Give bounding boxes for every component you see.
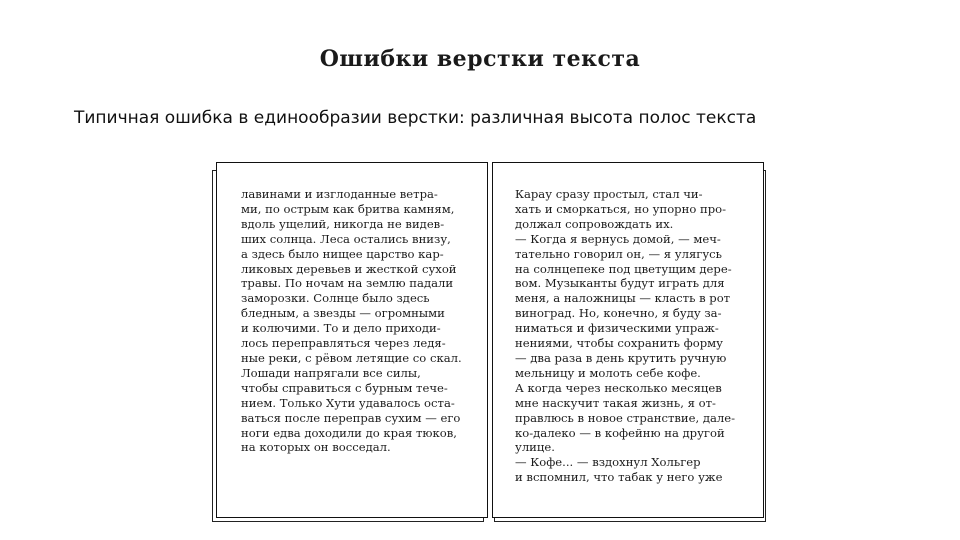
text-line: нием. Только Хути удавалось оста- [241, 395, 455, 410]
text-line: Карау сразу простыл, стал чи- [515, 187, 703, 201]
text-line: — два раза в день крутить ручную [515, 350, 727, 365]
text-line: вом. Музыканты будут играть для [515, 276, 725, 291]
left-page [216, 162, 488, 518]
text-line: — Кофе... — вздохнул Хольгер [515, 455, 701, 470]
text-line: ниматься и физическими упраж- [515, 321, 719, 336]
text-line: вдоль ущелий, никогда не видев- [241, 216, 445, 231]
text-line: мне наскучит такая жизнь, я от- [515, 395, 716, 410]
text-line: лавинами и изглоданные ветра- [241, 187, 438, 201]
text-line: Лошади напрягали все силы, [241, 365, 421, 380]
text-line: бледным, а звезды — огромными [241, 306, 445, 321]
slide-title: Ошибки верстки текста [319, 46, 641, 72]
text-line: мельницу и молоть себе кофе. [515, 365, 701, 380]
text-line: чтобы справиться с бурным тече- [241, 380, 448, 395]
text-line: и колючими. То и дело приходи- [241, 321, 441, 336]
text-line: на которых он восседал. [241, 440, 391, 455]
text-line: ми, по острым как бритва камням, [241, 201, 455, 216]
text-line: ные реки, с рёвом летящие со скал. [241, 350, 462, 365]
text-line: а здесь было нищее царство кар- [241, 246, 444, 261]
slide-subtitle: Типичная ошибка в единообразии верстки: различная высота полос текста [74, 108, 757, 128]
book-spread-illustration [212, 162, 764, 522]
text-line: правлюсь в новое странствие, дале- [515, 410, 736, 425]
text-line: лось переправляться через ледя- [241, 336, 446, 351]
text-line: нениями, чтобы сохранить форму [515, 336, 723, 351]
text-line: и вспомнил, что табак у него уже [515, 470, 723, 485]
text-line: травы. По ночам на землю падали [241, 276, 454, 291]
left-page-text [241, 187, 469, 455]
text-line: хать и сморкаться, но упорно про- [515, 201, 727, 216]
text-line: заморозки. Солнце было здесь [241, 291, 430, 306]
text-line: ваться после переправ сухим — его [241, 410, 461, 425]
text-line: меня, а наложницы — класть в рот [515, 291, 731, 306]
text-line: должал сопровождать их. [515, 216, 674, 231]
text-line: А когда через несколько месяцев [515, 380, 722, 395]
text-line: на солнцепеке под цветущим дере- [515, 261, 732, 276]
text-line: тательно говорил он, — я улягусь [515, 246, 722, 261]
right-page-text [515, 187, 743, 485]
text-line: ших солнца. Леса остались внизу, [241, 231, 451, 246]
text-line: ликовых деревьев и жесткой сухой [241, 261, 457, 276]
text-line: улице. [515, 440, 555, 455]
text-line: виноград. Но, конечно, я буду за- [515, 306, 722, 321]
right-page [492, 162, 764, 518]
text-line: ко-далеко — в кофейню на другой [515, 425, 725, 440]
text-line: ноги едва доходили до края тюков, [241, 425, 457, 440]
text-line: — Когда я вернусь домой, — меч- [515, 231, 721, 246]
